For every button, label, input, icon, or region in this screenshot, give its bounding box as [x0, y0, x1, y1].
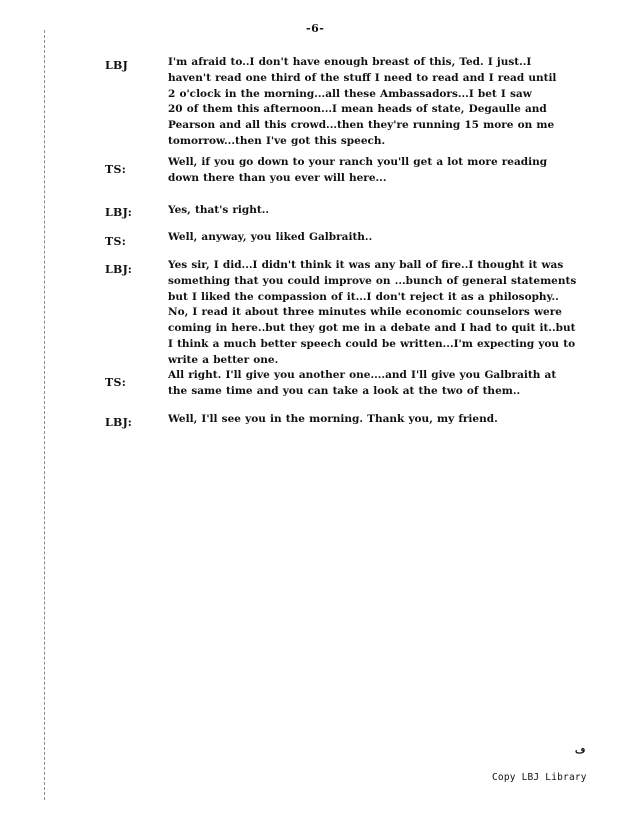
speech-line: the same time and you can take a look at the two of them..	[168, 384, 521, 397]
speech-line: down there than you ever will here...	[168, 171, 387, 184]
speech-text	[168, 368, 588, 400]
speech-text	[168, 203, 588, 219]
speech-line: Well, I'll see you in the morning. Thank you, my friend.	[168, 413, 498, 425]
speech-line: but I liked the compassion of it...I don't reject it as a philosophy..	[168, 290, 559, 303]
speech-line: Well, if you go down to your ranch you'll get a lot more reading	[168, 156, 548, 168]
speaker-label: TS:	[105, 163, 127, 176]
speech-line: haven't read one third of the stuff I need to read and I read until	[168, 71, 557, 84]
speech-line: tomorrow...then I've got this speech.	[168, 134, 386, 147]
speech-text	[168, 412, 588, 428]
speech-line: something that you could improve on ...bunch of general statements	[168, 274, 577, 287]
speech-text	[168, 55, 588, 150]
speech-line: 20 of them this afternoon...I mean heads of state, Degaulle and	[168, 103, 547, 116]
speech-line: Yes sir, I did...I didn't think it was any ball of fire..I thought it was	[168, 259, 564, 271]
speech-line: Pearson and all this crowd...then they're running 15 more on me	[168, 119, 555, 132]
speaker-label: TS:	[105, 235, 127, 248]
speech-line: I think a much better speech could be written...I'm expecting you to	[168, 337, 576, 350]
left-margin-line	[44, 30, 45, 800]
page-number: -6-	[306, 22, 325, 35]
speaker-label: TS:	[105, 376, 127, 389]
speech-line: Well, anyway, you liked Galbraith..	[168, 231, 373, 243]
speech-line: No, I read it about three minutes while economic counselors were	[168, 306, 562, 319]
speech-line: All right. I'll give you another one....and I'll give you Galbraith at	[168, 369, 557, 381]
speech-line: Yes, that's right..	[168, 204, 270, 216]
archive-footer: Copy LBJ Library	[492, 772, 587, 783]
speaker-label: LBJ:	[105, 206, 133, 219]
speech-line: coming in here..but they got me in a debate and I had to quit it..but	[168, 322, 576, 335]
speech-line: write a better one.	[168, 353, 279, 366]
speech-line: 2 o'clock in the morning...all these Ambassadors...I bet I saw	[168, 87, 532, 100]
speaker-label: LBJ:	[105, 416, 133, 429]
speech-text	[168, 258, 588, 369]
speech-text	[168, 155, 588, 187]
handwritten-mark: ڡ	[575, 745, 586, 756]
speaker-label: LBJ:	[105, 263, 133, 276]
speech-text	[168, 230, 588, 246]
speech-line: I'm afraid to..I don't have enough breast of this, Ted. I just..I	[168, 56, 532, 68]
speaker-label: LBJ	[105, 59, 129, 72]
